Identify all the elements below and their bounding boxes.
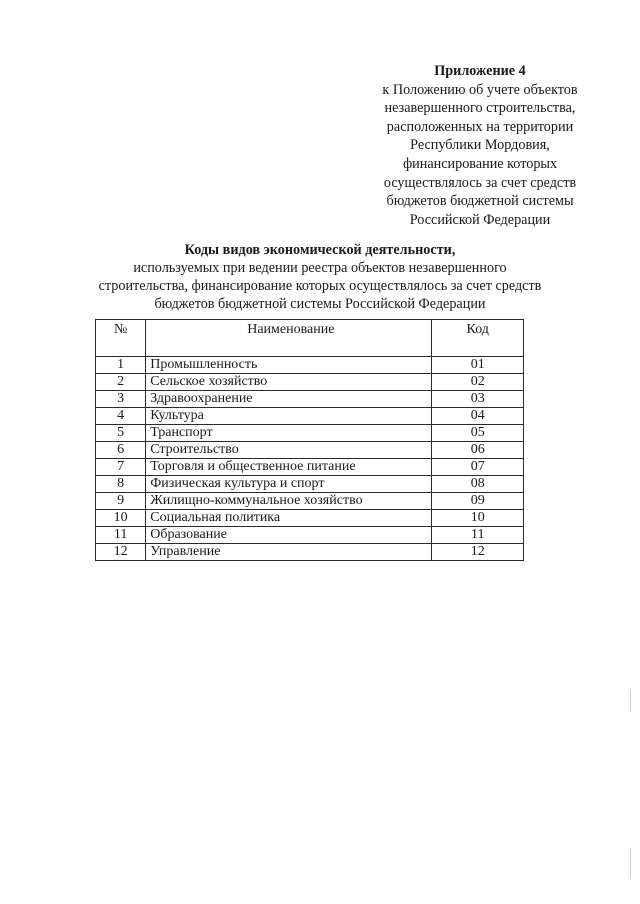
appendix-block [352,62,608,229]
appendix-line: бюджетов бюджетной системы [386,193,574,210]
row-number: 11 [96,527,146,544]
table-row [96,527,524,544]
row-name: Культура [146,408,432,425]
table-row [96,442,524,459]
table-row [96,493,524,510]
row-code: 06 [432,442,524,459]
row-number: 1 [96,357,146,374]
appendix-line: незавершенного строительства, [384,100,576,117]
row-code: 05 [432,425,524,442]
row-number: 6 [96,442,146,459]
row-code: 01 [432,357,524,374]
appendix-title: Приложение 4 [434,63,526,79]
row-name: Торговля и общественное питание [146,459,432,476]
row-code: 08 [432,476,524,493]
appendix-line: к Положению об учете объектов [382,81,578,98]
table-row [96,425,524,442]
row-name: Управление [146,544,432,561]
row-code: 11 [432,527,524,544]
appendix-line: Республики Мордовия, [410,137,550,154]
row-code: 12 [432,544,524,561]
table-row [96,391,524,408]
table-header-row [96,320,524,357]
appendix-line: Российской Федерации [409,211,551,228]
document-subtitle-line: бюджетов бюджетной системы Российской Федерации [154,296,486,312]
table-row [96,476,524,493]
row-name: Сельское хозяйство [146,374,432,391]
scan-artifact [630,690,631,712]
row-number: 8 [96,476,146,493]
row-number: 10 [96,510,146,527]
row-code: 03 [432,391,524,408]
table-row [96,459,524,476]
row-number: 7 [96,459,146,476]
row-number: 3 [96,391,146,408]
row-name: Строительство [146,442,432,459]
row-name: Образование [146,527,432,544]
header-name: Наименование [146,320,432,357]
row-name: Жилищно-коммунальное хозяйство [146,493,432,510]
table-row [96,357,524,374]
document-title-block [40,241,600,313]
row-name: Промышленность [146,357,432,374]
appendix-line: осуществлялось за счет средств [383,174,577,191]
row-number: 5 [96,425,146,442]
row-number: 4 [96,408,146,425]
table-row [96,408,524,425]
row-name: Социальная политика [146,510,432,527]
row-number: 9 [96,493,146,510]
header-code: Код [432,320,524,357]
table-body [96,357,524,561]
row-name: Транспорт [146,425,432,442]
scan-artifact [630,848,631,878]
table-row [96,374,524,391]
row-code: 02 [432,374,524,391]
row-name: Здравоохранение [146,391,432,408]
activity-codes-table [95,319,524,561]
document-subtitle-line: строительства, финансирование которых осуществлялось за счет средств [98,278,542,294]
document-subtitle-line: используемых при ведении реестра объектов незавершенного [133,260,507,276]
row-name: Физическая культура и спорт [146,476,432,493]
row-code: 04 [432,408,524,425]
appendix-line: финансирование которых [402,155,558,172]
row-code: 07 [432,459,524,476]
row-code: 09 [432,493,524,510]
row-number: 12 [96,544,146,561]
table-row [96,510,524,527]
header-number: № [96,320,146,357]
row-number: 2 [96,374,146,391]
row-code: 10 [432,510,524,527]
document-heading: Коды видов экономической деятельности, [184,242,456,258]
appendix-line: расположенных на территории [386,118,574,135]
table-row [96,544,524,561]
